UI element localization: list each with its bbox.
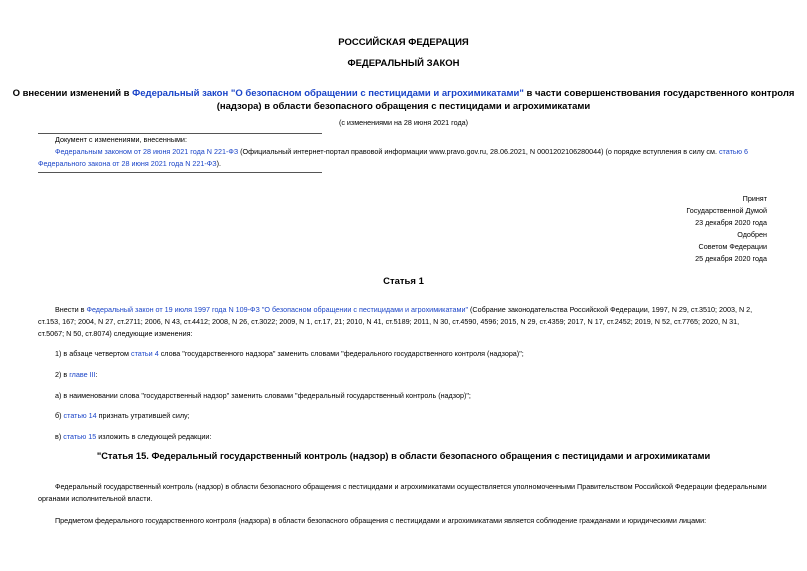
title-law-link[interactable]: Федеральный закон "О безопасном обращении с пестицидами и агрохимикатами" bbox=[132, 88, 524, 99]
chapter3-link[interactable]: главе III bbox=[69, 370, 96, 379]
amendments-label: Документ с изменениями, внесенными: bbox=[55, 135, 187, 144]
adoption-line5: Советом Федерации bbox=[698, 242, 767, 251]
item2b-suffix: признать утратившей силу; bbox=[96, 411, 190, 420]
intro-line3: ст.5067; N 50, ст.8074) следующие изменения: bbox=[38, 329, 193, 338]
article4-link[interactable]: статьи 4 bbox=[131, 349, 159, 358]
amendment-law-link[interactable]: Федеральным законом от 28 июня 2021 года N 221-ФЗ bbox=[55, 147, 239, 156]
title-suffix: в части совершенствования государственного контроля bbox=[523, 88, 795, 99]
article15-p1: Федеральный государственный контроль (надзор) в области безопасного обращения с пестицидами и агрохимикатами осуществляется уполномоченными Правительством Российской Федерации федеральными bbox=[55, 482, 767, 491]
item2-prefix: 2) в bbox=[55, 370, 70, 379]
article15-p1-line2: органами исполнительной власти. bbox=[38, 494, 153, 503]
item2 bbox=[55, 369, 767, 381]
item1-suffix: слова "государственного надзора" заменить словами "федерального государственного контроля (надзора)"; bbox=[158, 349, 524, 358]
law-type-heading: ФЕДЕРАЛЬНЫЙ ЗАКОН bbox=[347, 58, 460, 69]
law-109-link[interactable]: Федеральный закон от 19 июля 1997 года N 109-ФЗ "О безопасном обращении с пестицидами и агрохимикатами" bbox=[86, 305, 469, 314]
article15-p2: Предметом федерального государственного контроля (надзора) в области безопасного обращения с пестицидами и агрохимикатами является соблюдение гражданами и юридическими лицами: bbox=[55, 516, 707, 525]
article1-intro bbox=[38, 304, 770, 316]
adoption-block bbox=[567, 193, 767, 265]
adoption-line4: Одобрен bbox=[737, 230, 767, 239]
article1-heading: Статья 1 bbox=[383, 276, 424, 287]
item1-prefix: 1) в абзаце четвертом bbox=[55, 349, 131, 358]
item2-suffix: : bbox=[95, 370, 98, 379]
amendment-text-end: ). bbox=[216, 159, 221, 168]
adoption-line2: Государственной Думой bbox=[686, 206, 767, 215]
law-title-line2: (надзора) в области безопасного обращения с пестицидами и агрохимикатами bbox=[216, 101, 591, 112]
item2b-prefix: б) bbox=[55, 411, 64, 420]
item2b bbox=[55, 410, 767, 422]
article15-heading: "Статья 15. Федеральный государственный контроль (надзор) в области безопасного обращения с пестицидами и агрохимикатами bbox=[96, 451, 711, 461]
changes-note: (с изменениями на 28 июня 2021 года) bbox=[338, 118, 469, 127]
adoption-line3: 23 декабря 2020 года bbox=[695, 218, 767, 227]
item2c bbox=[55, 431, 767, 443]
intro-line2: ст.153, 167; 2004, N 27, ст.2711; 2006, N 43, ст.4412; 2008, N 26, ст.3022; 2009, N 1, ст.17, 21; 2010, N 41, ст.5189; 2011, N 30, ст.4590, 4596; 2015, N 29, ст.4359; 2017, N 17, ст.2452; 2019, N 52, ст.7765; 2020, N 31, bbox=[38, 317, 740, 326]
country-heading: РОССИЙСКАЯ ФЕДЕРАЦИЯ bbox=[338, 37, 469, 48]
item2a: а) в наименовании слова "государственный надзор" заменить словами "федеральный государственный контроль (надзор)"; bbox=[55, 391, 471, 400]
intro-suffix: (Собрание законодательства Российской Федерации, 1997, N 29, ст.3510; 2003, N 2, bbox=[468, 305, 753, 314]
item2c-suffix: изложить в следующей редакции: bbox=[96, 432, 212, 441]
article15-link[interactable]: статью 15 bbox=[63, 432, 97, 441]
intro-prefix: Внести в bbox=[55, 305, 87, 314]
article14-link[interactable]: статью 14 bbox=[63, 411, 97, 420]
amendments-bottom-rule bbox=[38, 172, 322, 173]
adoption-line1: Принят bbox=[742, 194, 767, 203]
article6-link[interactable]: статью 6 bbox=[718, 147, 749, 156]
adoption-line6: 25 декабря 2020 года bbox=[695, 254, 767, 263]
amendments-body bbox=[38, 146, 770, 170]
law-title bbox=[0, 88, 807, 99]
title-prefix: О внесении изменений в bbox=[12, 88, 133, 99]
amendment-law-link-2[interactable]: Федерального закона от 28 июня 2021 года N 221-ФЗ bbox=[38, 159, 217, 168]
item2c-prefix: в) bbox=[55, 432, 64, 441]
item1 bbox=[55, 348, 767, 360]
amendment-text: (Официальный интернет-портал правовой информации www.pravo.gov.ru, 28.06.2021, N 0001202106280044) (о порядке вступления в силу см. bbox=[238, 147, 719, 156]
